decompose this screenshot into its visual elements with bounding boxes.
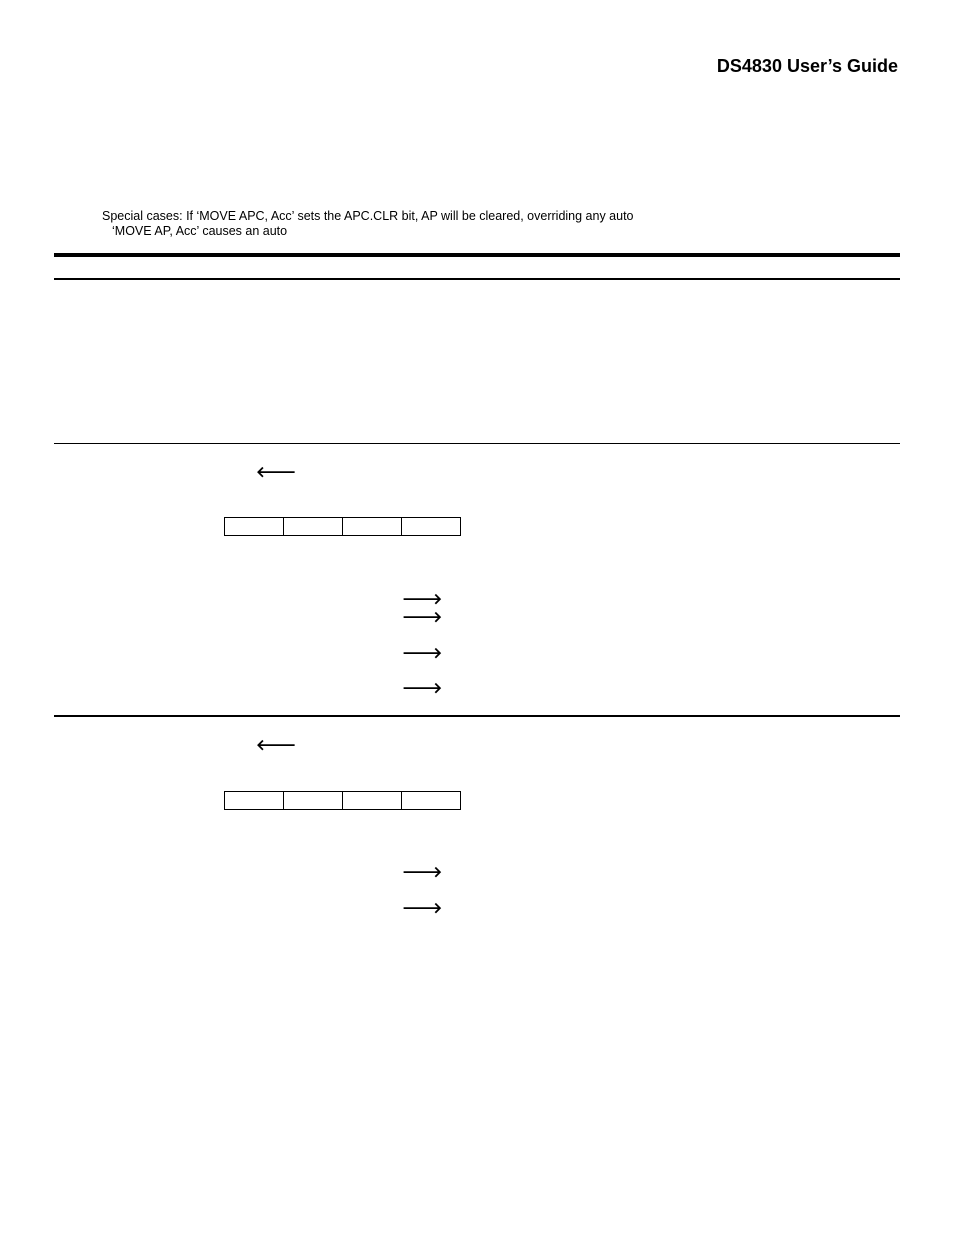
left-arrow-icon: 🡐 — [256, 463, 297, 481]
table-top-rule — [54, 253, 900, 257]
encoding-cell — [225, 518, 284, 536]
encoding-cell — [402, 792, 461, 810]
encoding-cell — [225, 792, 284, 810]
right-arrow-icon: 🡒 — [402, 644, 443, 662]
section-divider — [54, 715, 900, 717]
encoding-table — [224, 791, 461, 810]
encoding-cell — [343, 792, 402, 810]
right-arrow-icon: 🡒 — [402, 679, 443, 697]
section-divider — [54, 443, 900, 444]
note-line-2: ‘MOVE AP, Acc’ causes an auto — [112, 224, 288, 238]
right-arrow-icon: 🡒 — [402, 863, 443, 881]
encoding-cell — [343, 518, 402, 536]
note-line-1: Special cases: If ‘MOVE APC, Acc’ sets the APC.CLR bit, AP will be cleared, overriding any auto — [102, 209, 634, 223]
document-title: DS4830 User’s Guide — [716, 56, 898, 76]
right-arrow-icon: 🡒 — [402, 590, 443, 608]
encoding-table — [224, 517, 461, 536]
right-arrow-icon: 🡒 — [402, 608, 443, 626]
encoding-cell — [284, 792, 343, 810]
table-header-rule — [54, 278, 900, 280]
left-arrow-icon: 🡐 — [256, 736, 297, 754]
encoding-cell — [402, 518, 461, 536]
encoding-cell — [284, 518, 343, 536]
right-arrow-icon: 🡒 — [402, 899, 443, 917]
